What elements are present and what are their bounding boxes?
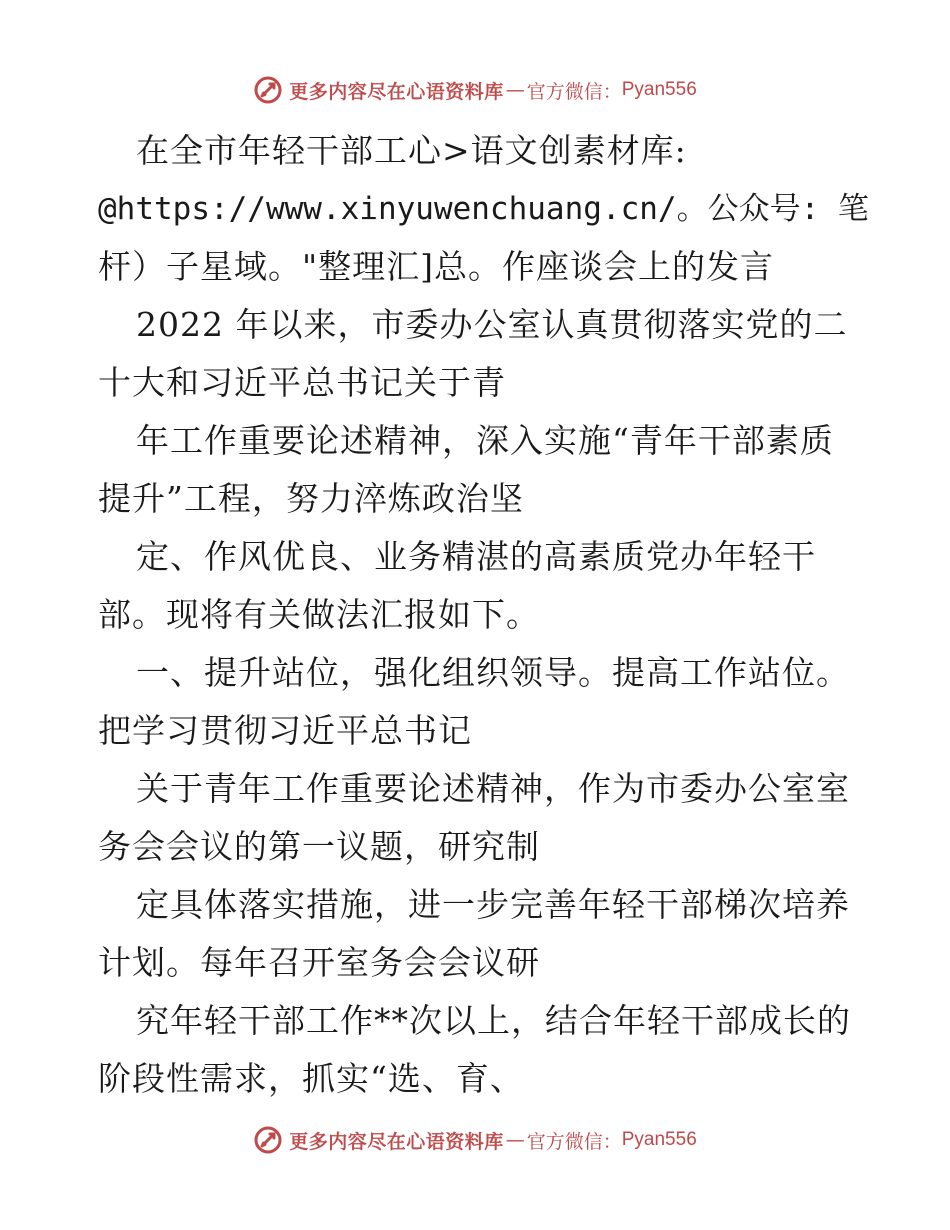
- watermark-wechat-label: 官方微信：: [526, 80, 622, 103]
- watermark-brand: 更多内容尽在心语资料库: [289, 80, 504, 103]
- text-line-4: 2022 年以来，市委办公室认真贯彻落实党的二: [136, 305, 848, 344]
- text-line-15: 计划。每年召开室务会会议研: [98, 943, 540, 982]
- text-line-11: 把学习贯彻习近平总书记: [98, 711, 472, 750]
- watermark-wechat-id: Pyan556: [621, 79, 697, 100]
- text-line-1: 在全市年轻干部工心>语文创素材库:: [136, 131, 687, 170]
- text-line-6: 年工作重要论述精神，深入实施“青年干部素质: [136, 421, 834, 460]
- text-line-10: 一、提升站位，强化组织领导。提高工作站位。: [136, 653, 850, 692]
- watermark-dash: —: [505, 79, 525, 101]
- text-line-16: 究年轻干部工作**次以上，结合年轻干部成长的: [136, 1001, 851, 1040]
- watermark-dash: —: [505, 1129, 525, 1151]
- watermark-brand: 更多内容尽在心语资料库: [289, 1130, 504, 1153]
- text-line-8: 定、作风优良、业务精湛的高素质党办年轻干: [136, 537, 816, 576]
- text-line-7: 提升”工程，努力淬炼政治坚: [98, 479, 524, 518]
- pen-seal-logo-icon: [253, 1125, 283, 1155]
- text-line-3: 杆）子星域。"整理汇]总。作座谈会上的发言: [98, 247, 775, 286]
- footer-watermark: [0, 1122, 950, 1158]
- pen-seal-logo-icon: [253, 75, 283, 105]
- document-body: [98, 122, 869, 1108]
- text-line-9: 部。现将有关做法汇报如下。: [98, 595, 540, 634]
- text-line-17: 阶段性需求，抓实“选、育、: [98, 1059, 524, 1098]
- header-watermark: [0, 72, 950, 108]
- watermark-wechat-label: 官方微信：: [526, 1130, 622, 1153]
- text-line-14: 定具体落实措施，进一步完善年轻干部梯次培养: [136, 885, 850, 924]
- text-line-5: 十大和习近平总书记关于青: [98, 363, 506, 402]
- text-line-13: 务会会议的第一议题，研究制: [98, 827, 540, 866]
- text-line-2: @https://www.xinyuwenchuang.cn/。公众号: 笔: [98, 191, 869, 227]
- watermark-wechat-id: Pyan556: [621, 1129, 697, 1150]
- text-line-12: 关于青年工作重要论述精神，作为市委办公室室: [136, 769, 850, 808]
